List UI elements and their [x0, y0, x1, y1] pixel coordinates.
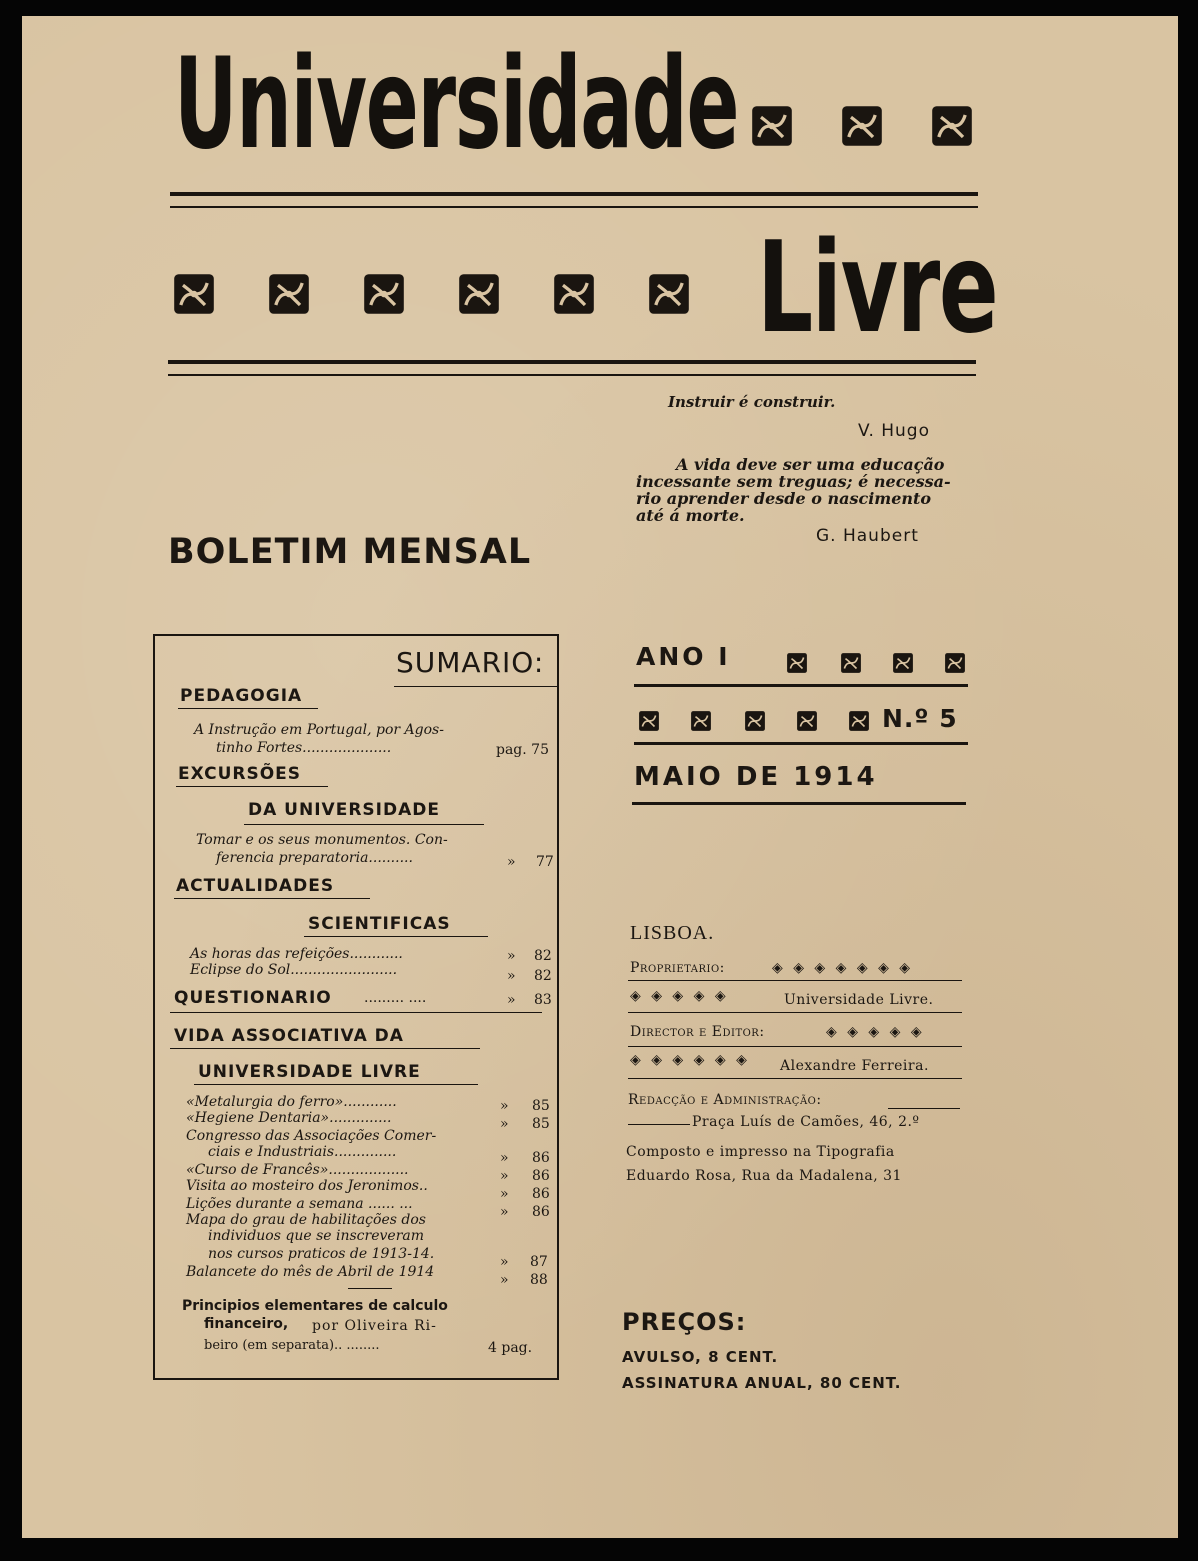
excursoes-line-2: ferencia preparatoria.......... — [216, 850, 413, 866]
imprint-owner-label: Proprietario: — [630, 960, 725, 976]
vida-item-page: 86 — [532, 1150, 550, 1166]
questionario-mark: » — [507, 992, 516, 1008]
epigraph-haubert-quote: A vida deve ser uma educação incessante sem treguas; é necessa- rio aprender desde o nascimento até á morte. — [636, 455, 951, 525]
excursoes-line-1: Tomar e os seus monumentos. Con- — [196, 832, 448, 848]
imprint-director: Alexandre Ferreira. — [780, 1058, 929, 1074]
vida-item-mark: » — [500, 1150, 509, 1166]
imprint-director-label: Director e Editor: — [630, 1024, 765, 1040]
issue-year: ANO I — [636, 642, 731, 671]
imprint-admin-address: Praça Luís de Camões, 46, 2.º — [692, 1114, 920, 1130]
ornament-icon — [930, 104, 974, 148]
ornament-icon — [457, 272, 501, 316]
vida-item-page: 87 — [530, 1254, 548, 1270]
vida-item: ciais e Industriais.............. — [208, 1144, 397, 1160]
ornament-icon — [848, 710, 870, 732]
excursoes-page: 77 — [536, 854, 554, 870]
vida-item: «Metalurgia do ferro»............ — [186, 1094, 397, 1110]
section-underline — [176, 786, 328, 787]
section-questionario: QUESTIONARIO — [174, 988, 332, 1008]
section-underline — [170, 1012, 542, 1013]
section-da-universidade: DA UNIVERSIDADE — [248, 800, 440, 820]
actualidades-item-mark: » — [507, 968, 516, 984]
excursoes-mark: » — [507, 854, 516, 870]
questionario-page: 83 — [534, 992, 552, 1008]
diamond-ornaments: ◈ ◈ ◈ ◈ ◈ — [826, 1024, 925, 1040]
vida-item: «Hegiene Dentaria».............. — [186, 1110, 392, 1126]
imprint-rule — [628, 1012, 962, 1013]
vida-item: individuos que se inscreveram — [208, 1228, 425, 1244]
summary-heading: SUMARIO: — [396, 646, 545, 679]
masthead-title-universidade: Universidade — [174, 30, 739, 177]
vida-item: Congresso das Associações Comer- — [186, 1128, 437, 1144]
imprint-rule — [628, 980, 962, 981]
ornament-icon — [840, 652, 862, 674]
vida-item-mark: » — [500, 1116, 509, 1132]
imprint-printer-line-2: Eduardo Rosa, Rua da Madalena, 31 — [626, 1168, 902, 1184]
principios-line-2b: por Oliveira Ri- — [312, 1318, 437, 1334]
pedagogia-page: pag. 75 — [496, 742, 549, 758]
epigraph-hugo-author: V. Hugo — [858, 421, 930, 441]
vida-item-mark: » — [500, 1168, 509, 1184]
ornament-icon — [362, 272, 406, 316]
vida-item: Lições durante a semana ...... ... — [186, 1196, 413, 1212]
vida-item-page: 86 — [532, 1186, 550, 1202]
principios-line-1: Principios elementares de calculo — [182, 1298, 448, 1314]
pedagogia-line-2: tinho Fortes.................... — [216, 740, 392, 756]
actualidades-item: As horas das refeições............ — [190, 946, 403, 962]
masthead-double-rule-lower — [168, 360, 976, 376]
pedagogia-line-1: A Instrução em Portugal, por Agos- — [194, 722, 444, 738]
epigraph-hugo-quote: Instruir é construir. — [668, 393, 836, 411]
section-divider — [348, 1288, 392, 1289]
imprint-admin-label: Redacção e Administração: — [628, 1092, 822, 1108]
ornament-icon — [840, 104, 884, 148]
actualidades-item-page: 82 — [534, 948, 552, 964]
principios-line-2a: financeiro, — [204, 1316, 289, 1332]
issue-date: MAIO DE 1914 — [634, 762, 878, 792]
imprint-owner: Universidade Livre. — [784, 992, 934, 1008]
questionario-dots: ......... .... — [364, 990, 427, 1006]
vida-item: Visita ao mosteiro dos Jeronimos.. — [186, 1178, 428, 1194]
section-scientificas: SCIENTIFICAS — [308, 914, 451, 934]
actualidades-item: Eclipse do Sol........................ — [190, 962, 398, 978]
ornament-icon — [744, 710, 766, 732]
issue-rule — [634, 742, 968, 745]
imprint-dash — [628, 1124, 690, 1125]
vida-item-page: 86 — [532, 1204, 550, 1220]
imprint-printer-line-1: Composto e impresso na Tipografia — [626, 1144, 895, 1160]
section-pedagogia: PEDAGOGIA — [180, 686, 303, 706]
ornament-icon — [796, 710, 818, 732]
principios-page: 4 pag. — [488, 1340, 533, 1356]
ornament-icon — [944, 652, 966, 674]
vida-item-mark: » — [500, 1272, 509, 1288]
vida-item-mark: » — [500, 1204, 509, 1220]
actualidades-item-mark: » — [507, 948, 516, 964]
section-universidade-livre: UNIVERSIDADE LIVRE — [198, 1062, 421, 1082]
section-underline — [244, 824, 484, 825]
vida-item-page: 88 — [530, 1272, 548, 1288]
principios-line-3: beiro (em separata).. ........ — [204, 1338, 380, 1353]
vida-item: «Curso de Francês».................. — [186, 1162, 409, 1178]
ornament-icon — [267, 272, 311, 316]
issue-rule — [634, 684, 968, 687]
vida-item-mark: » — [500, 1254, 509, 1270]
diamond-ornaments: ◈ ◈ ◈ ◈ ◈ ◈ ◈ — [772, 960, 914, 976]
vida-item-page: 85 — [532, 1116, 550, 1132]
section-vida-associativa: VIDA ASSOCIATIVA DA — [174, 1026, 404, 1046]
boletim-mensal-heading: BOLETIM MENSAL — [168, 532, 532, 572]
issue-number: N.º 5 — [882, 704, 958, 733]
vida-item: nos cursos praticos de 1913-14. — [208, 1246, 435, 1262]
ornament-icon — [552, 272, 596, 316]
imprint-rule — [628, 1078, 962, 1079]
issue-rule — [632, 802, 966, 805]
boletim-cover-page — [22, 16, 1178, 1538]
epigraph-haubert-author: G. Haubert — [816, 526, 919, 546]
masthead-title-livre: Livre — [757, 214, 998, 361]
vida-item-page: 86 — [532, 1168, 550, 1184]
vida-item: Balancete do mês de Abril de 1914 — [186, 1264, 435, 1280]
imprint-city: LISBOA. — [630, 922, 715, 944]
section-underline — [170, 1048, 480, 1049]
diamond-ornaments: ◈ ◈ ◈ ◈ ◈ ◈ — [630, 1052, 750, 1068]
section-underline — [194, 1084, 478, 1085]
vida-item-mark: » — [500, 1098, 509, 1114]
actualidades-item-page: 82 — [534, 968, 552, 984]
section-excursoes: EXCURSÕES — [178, 764, 302, 784]
ornament-icon — [647, 272, 691, 316]
prices-heading: PREÇOS: — [622, 1308, 747, 1336]
ornament-icon — [172, 272, 216, 316]
ornament-icon — [750, 104, 794, 148]
vida-item-page: 85 — [532, 1098, 550, 1114]
section-underline — [178, 708, 318, 709]
imprint-rule — [628, 1046, 962, 1047]
diamond-ornaments: ◈ ◈ ◈ ◈ ◈ — [630, 988, 729, 1004]
section-actualidades: ACTUALIDADES — [176, 876, 335, 896]
imprint-dash — [888, 1108, 960, 1109]
price-annual: ASSINATURA ANUAL, 80 CENT. — [622, 1374, 902, 1392]
ornament-icon — [638, 710, 660, 732]
price-single: AVULSO, 8 CENT. — [622, 1348, 779, 1366]
vida-item-mark: » — [500, 1186, 509, 1202]
ornament-icon — [892, 652, 914, 674]
masthead-double-rule — [170, 192, 978, 208]
ornament-icon — [690, 710, 712, 732]
ornament-icon — [786, 652, 808, 674]
section-underline — [304, 936, 488, 937]
summary-heading-underline — [394, 686, 558, 687]
vida-item: Mapa do grau de habilitações dos — [186, 1212, 426, 1228]
section-underline — [174, 898, 370, 899]
